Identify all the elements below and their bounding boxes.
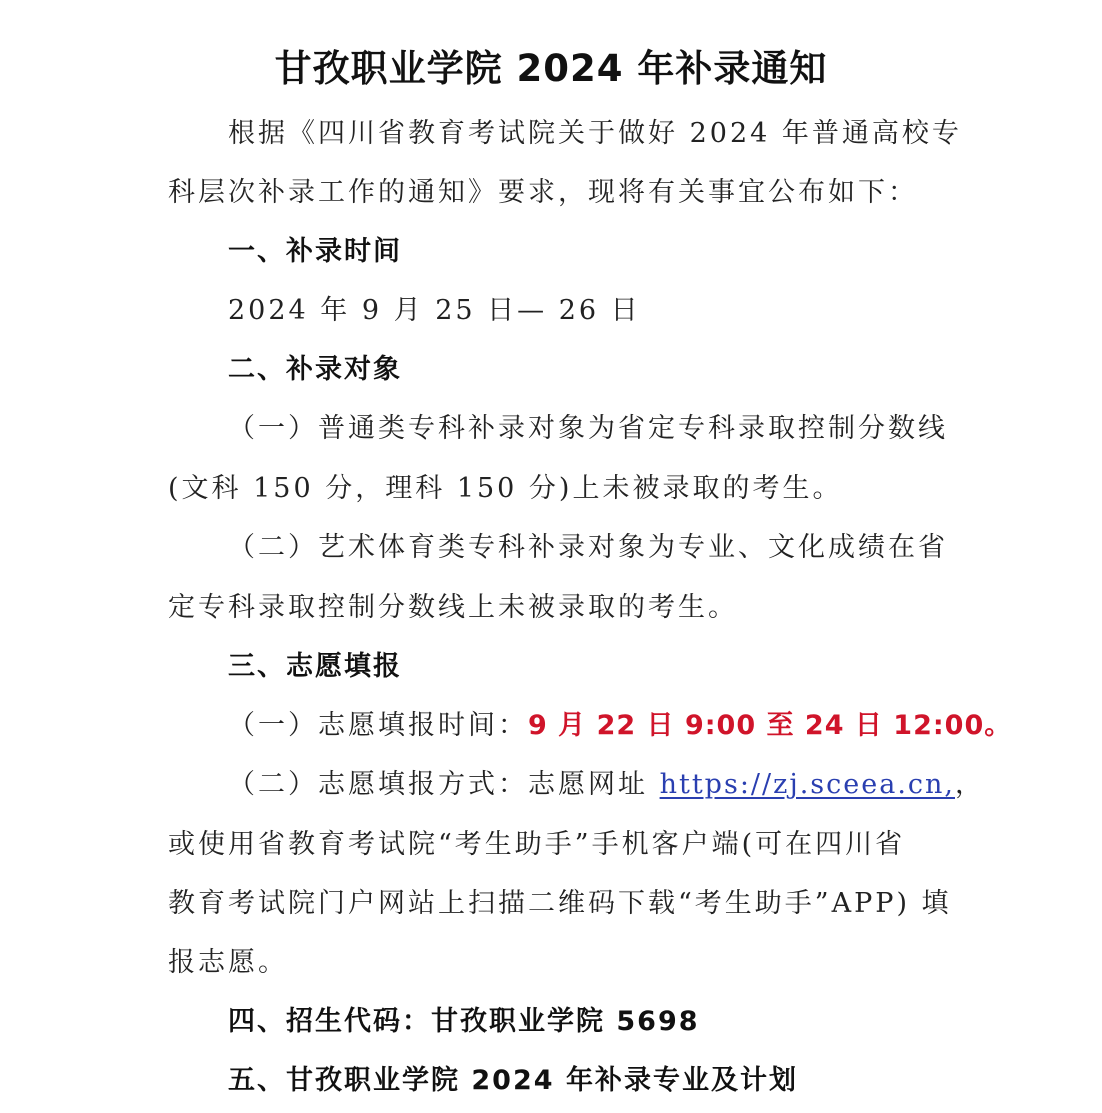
section-heading-eligibility: 二、补录对象 bbox=[228, 354, 402, 385]
section-heading-application: 三、志愿填报 bbox=[228, 651, 402, 682]
application-time-value: 9 月 22 日 9:00 至 24 日 12:00。 bbox=[528, 710, 1013, 741]
application-method-line-2: 或使用省教育考试院“考生助手”手机客户端(可在四川省 bbox=[168, 829, 906, 860]
section-heading-time: 一、补录时间 bbox=[228, 236, 402, 267]
supplement-date-range: 2024 年 9 月 25 日— 26 日 bbox=[228, 295, 641, 326]
application-time-line bbox=[228, 703, 1012, 742]
page-title: 甘孜职业学院 2024 年补录通知 bbox=[274, 47, 828, 90]
application-time-label: （一）志愿填报时间： bbox=[228, 710, 528, 741]
intro-line-2: 科层次补录工作的通知》要求，现将有关事宜公布如下： bbox=[168, 177, 918, 208]
eligibility-art-line-1: （二）艺术体育类专科补录对象为专业、文化成绩在省 bbox=[228, 532, 948, 563]
application-method-line-1 bbox=[228, 762, 985, 801]
application-method-line-4: 报志愿。 bbox=[168, 947, 288, 978]
eligibility-general-line-1: （一）普通类专科补录对象为省定专科录取控制分数线 bbox=[228, 413, 948, 444]
application-url-link[interactable]: https://zj.sceea.cn, bbox=[659, 769, 955, 800]
eligibility-general-line-2: (文科 150 分，理科 150 分)上未被录取的考生。 bbox=[168, 473, 843, 504]
application-method-comma: ， bbox=[955, 769, 985, 800]
section-heading-admission-code: 四、招生代码：甘孜职业学院 5698 bbox=[228, 1006, 700, 1037]
eligibility-art-line-2: 定专科录取控制分数线上未被录取的考生。 bbox=[168, 592, 738, 623]
application-method-line-3: 教育考试院门户网站上扫描二维码下载“考生助手”APP) 填 bbox=[168, 888, 952, 919]
intro-line-1: 根据《四川省教育考试院关于做好 2024 年普通高校专 bbox=[228, 118, 962, 149]
section-heading-majors-plan: 五、甘孜职业学院 2024 年补录专业及计划 bbox=[228, 1065, 798, 1096]
application-method-label: （二）志愿填报方式：志愿网址 bbox=[228, 769, 660, 800]
